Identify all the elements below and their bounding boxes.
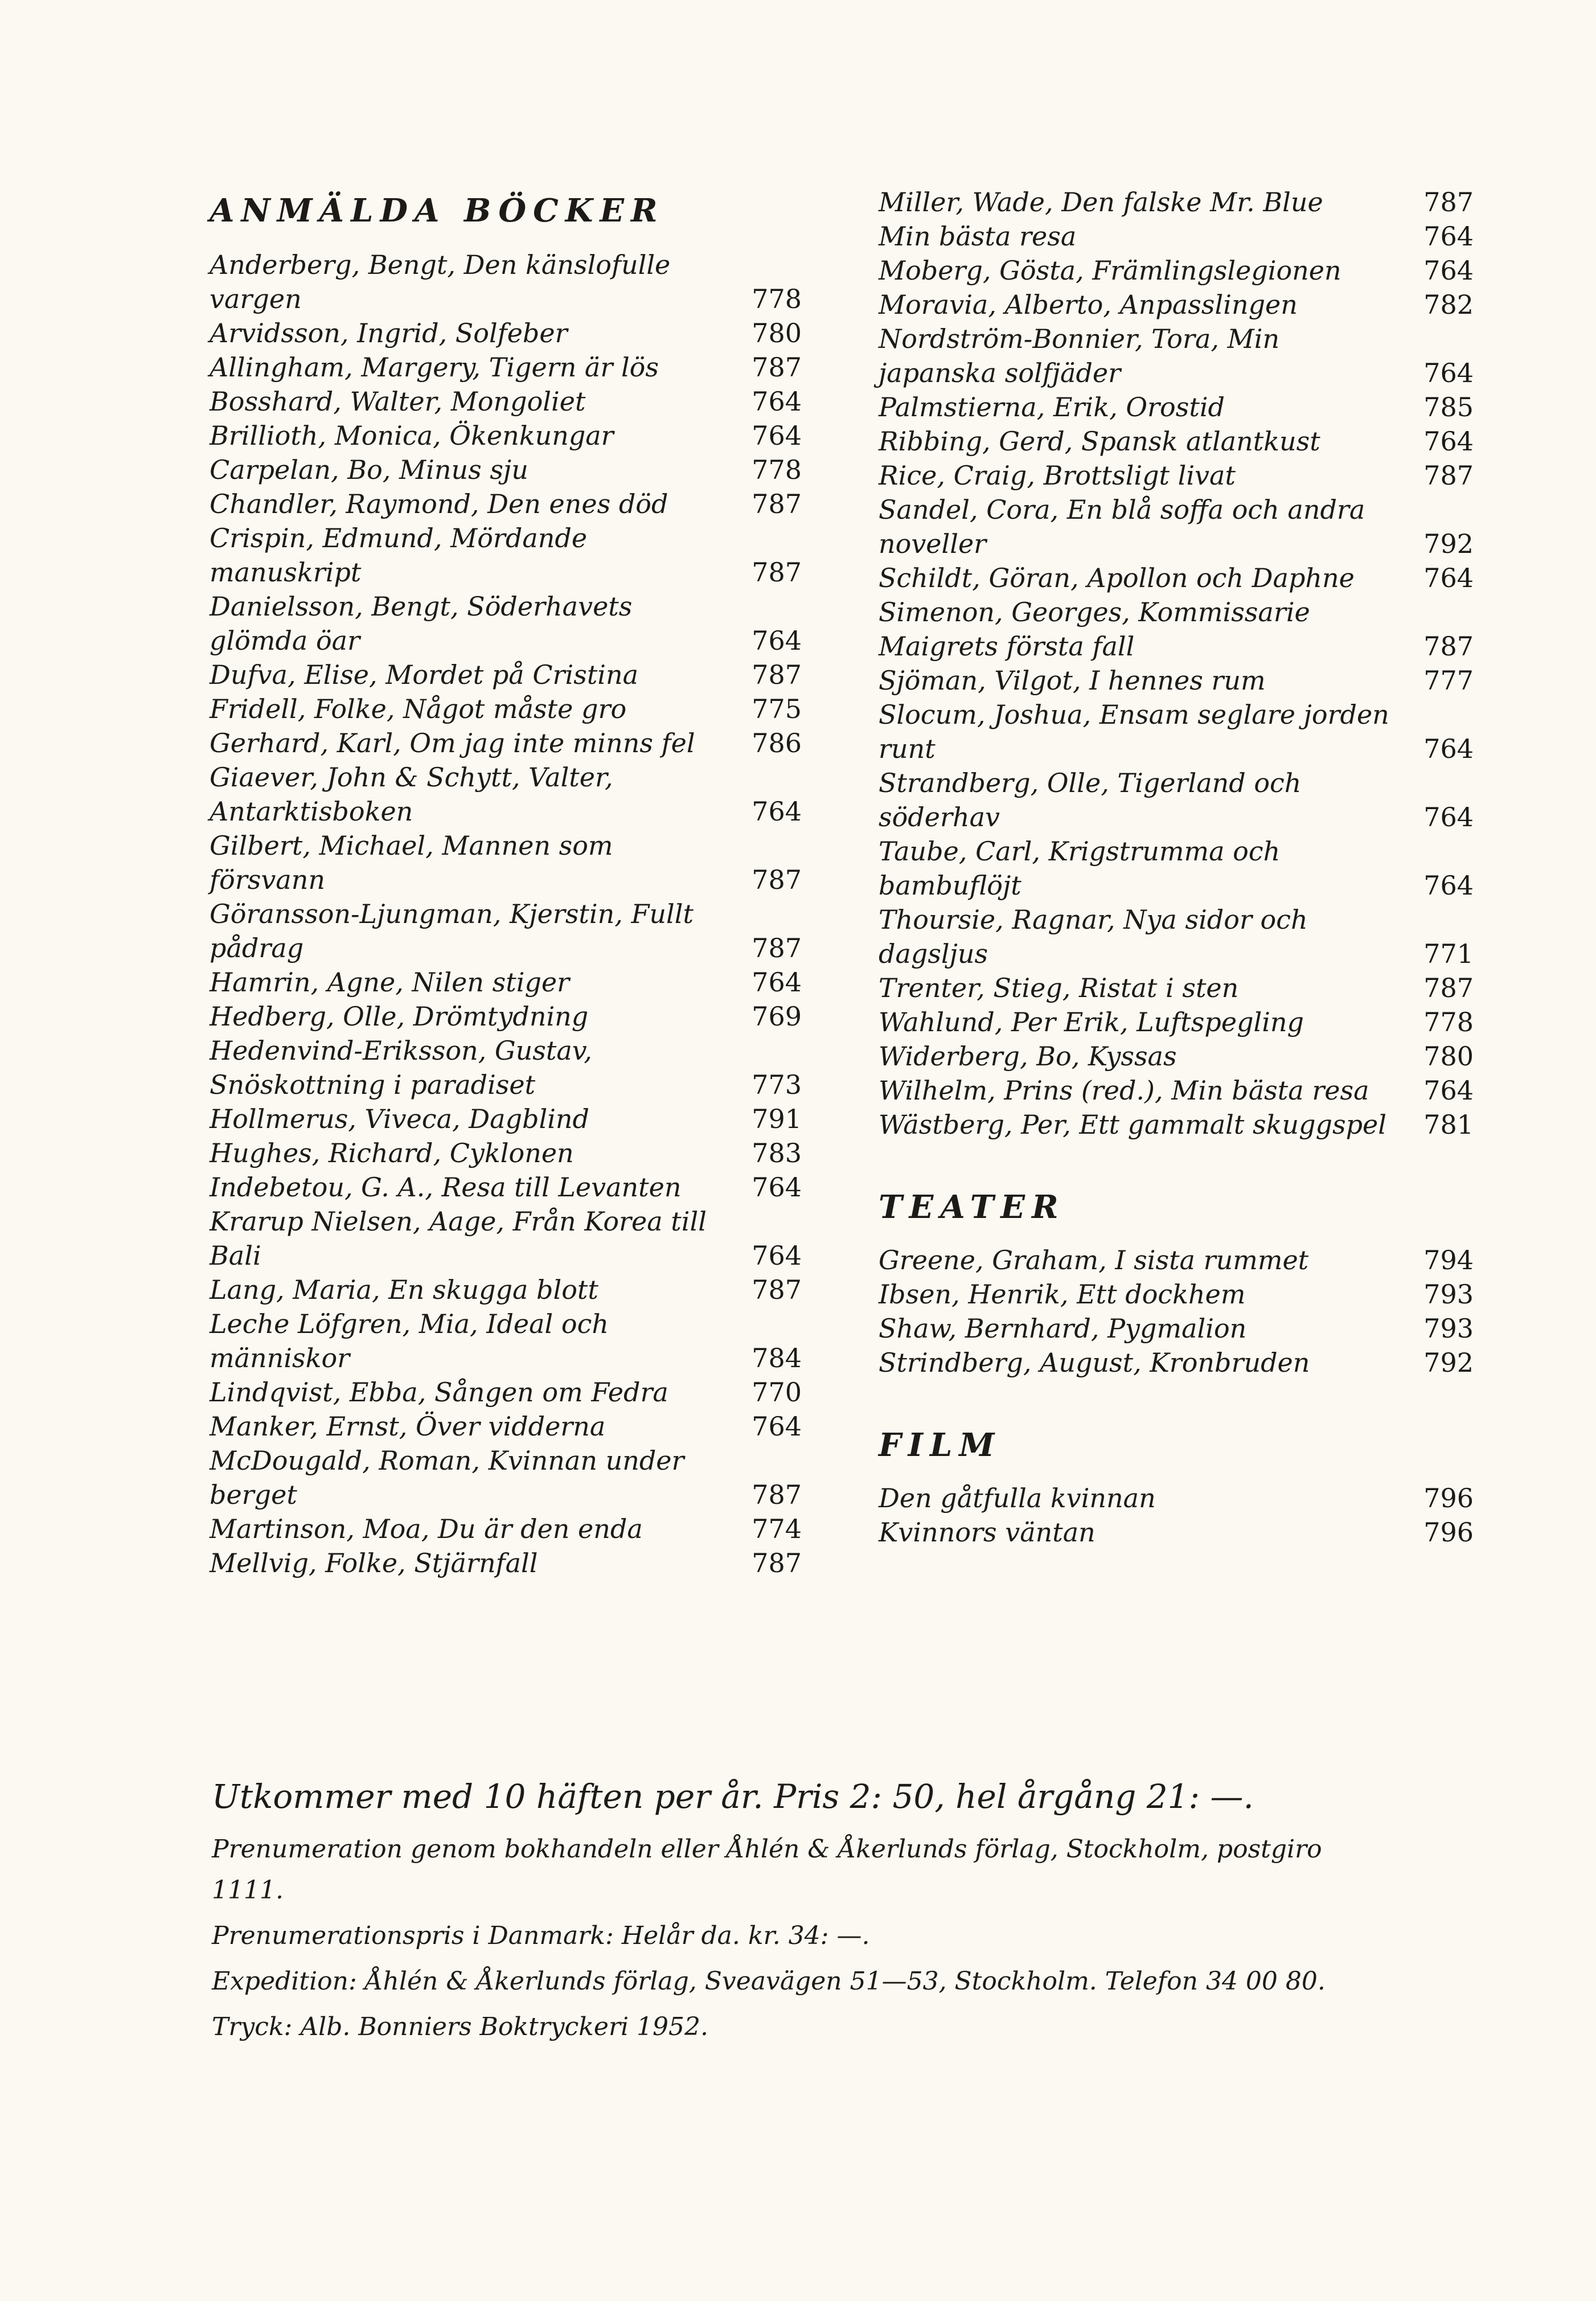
entry-page-number: 787	[752, 1274, 802, 1305]
entry-title: Wästberg, Per, Ett gammalt skuggspel	[879, 1109, 1386, 1140]
entry-title: Nordström-Bonnier, Tora, Min japanska solfjäder	[879, 323, 1280, 388]
entry-page-number: 764	[1423, 221, 1474, 252]
entry-title: Schildt, Göran, Apollon och Daphne	[879, 563, 1355, 593]
entry-page-number: 764	[752, 420, 802, 451]
index-entry	[879, 1311, 1474, 1346]
index-entry	[210, 1546, 802, 1580]
entry-page-number: 794	[1423, 1245, 1474, 1275]
entry-page-number: 764	[752, 1411, 802, 1442]
index-entry	[879, 1039, 1474, 1073]
entry-title: Ibsen, Henrik, Ett dockhem	[879, 1279, 1246, 1310]
entry-page-number: 771	[1423, 938, 1474, 969]
index-entry	[210, 897, 802, 965]
books-heading: ANMÄLDA BÖCKER	[210, 192, 664, 229]
entry-page-number: 796	[1423, 1517, 1474, 1548]
index-entry	[879, 903, 1474, 971]
entry-title: Kvinnors väntan	[879, 1517, 1096, 1548]
index-entry	[879, 1005, 1474, 1039]
entry-page-number: 791	[752, 1104, 802, 1134]
film-list	[879, 1481, 1474, 1549]
frequency-price-line: Utkommer med 10 häften per år. Pris 2: 50, hel årgång 21: —.	[212, 1777, 1254, 1816]
entry-page-number: 784	[752, 1343, 802, 1373]
entry-page-number: 777	[1423, 665, 1474, 696]
index-entry	[879, 219, 1474, 253]
entry-title: Wahlund, Per Erik, Luftspegling	[879, 1007, 1304, 1037]
theater-section	[879, 1182, 1474, 1380]
entry-title: Palmstierna, Erik, Orostid	[879, 392, 1225, 423]
index-entry	[210, 1443, 802, 1512]
entry-title: Simenon, Georges, Kommissarie Maigrets första fall	[879, 597, 1310, 662]
entry-page-number: 764	[752, 796, 802, 827]
index-entry	[879, 288, 1474, 322]
entry-page-number: 787	[1423, 631, 1474, 662]
index-entry	[210, 419, 802, 453]
index-entry	[879, 834, 1474, 903]
index-entry	[879, 1481, 1474, 1515]
entry-title: Giaever, John & Schytt, Valter, Antarktisboken	[210, 762, 613, 827]
entry-title: Mellvig, Folke, Stjärnfall	[210, 1548, 538, 1578]
entry-page-number: 775	[752, 694, 802, 724]
entry-page-number: 764	[752, 625, 802, 656]
entry-title: Hollmerus, Viveca, Dagblind	[210, 1104, 589, 1134]
index-entry	[879, 766, 1474, 834]
entry-title: Widerberg, Bo, Kyssas	[879, 1041, 1177, 1072]
index-entry	[210, 589, 802, 658]
index-entry	[210, 248, 802, 316]
entry-page-number: 783	[752, 1138, 802, 1168]
index-entry	[210, 658, 802, 692]
entry-title: Martinson, Moa, Du är den enda	[210, 1514, 643, 1544]
entry-page-number: 781	[1423, 1109, 1474, 1140]
entry-page-number: 764	[1423, 733, 1474, 764]
entry-page-number: 796	[1423, 1483, 1474, 1514]
entry-page-number: 787	[752, 352, 802, 383]
entry-title: Sandel, Cora, En blå soffa och andra noveller	[879, 494, 1365, 559]
index-entry	[879, 390, 1474, 424]
index-entry	[210, 453, 802, 487]
index-entry	[210, 999, 802, 1033]
entry-title: Crispin, Edmund, Mördande manuskript	[210, 523, 588, 588]
entry-title: Strindberg, August, Kronbruden	[879, 1347, 1310, 1378]
entry-title: Hedenvind-Eriksson, Gustav, Snöskottning i paradiset	[210, 1035, 592, 1100]
entry-title: Fridell, Folke, Något måste gro	[210, 694, 627, 724]
index-entry	[879, 1277, 1474, 1311]
index-entry	[210, 1409, 802, 1443]
entry-title: Lindqvist, Ebba, Sången om Fedra	[210, 1377, 668, 1408]
left-column	[210, 185, 802, 1580]
entry-page-number: 764	[752, 1240, 802, 1271]
entry-page-number: 778	[752, 284, 802, 314]
index-entry	[879, 971, 1474, 1005]
index-entry	[210, 828, 802, 897]
entry-title: Gerhard, Karl, Om jag inte minns fel	[210, 728, 695, 758]
entry-title: Dufva, Elise, Mordet på Cristina	[210, 659, 639, 690]
entry-page-number: 764	[1423, 802, 1474, 832]
entry-title: Lang, Maria, En skugga blott	[210, 1274, 598, 1305]
entry-page-number: 787	[752, 659, 802, 690]
entry-page-number: 787	[752, 1479, 802, 1510]
index-entry	[879, 185, 1474, 219]
entry-title: Rice, Craig, Brottsligt livat	[879, 460, 1236, 491]
entry-page-number: 793	[1423, 1279, 1474, 1310]
entry-title: Indebetou, G. A., Resa till Levanten	[210, 1172, 682, 1203]
entry-title: Carpelan, Bo, Minus sju	[210, 454, 528, 485]
film-heading: FILM	[879, 1426, 1002, 1464]
printer-line: Tryck: Alb. Bonniers Boktryckeri 1952.	[212, 2012, 709, 2041]
index-entry	[210, 1033, 802, 1102]
entry-title: Moberg, Gösta, Främlingslegionen	[879, 255, 1341, 286]
entry-title: Trenter, Stieg, Ristat i sten	[879, 973, 1239, 1003]
entry-page-number: 785	[1423, 392, 1474, 423]
entry-page-number: 764	[1423, 870, 1474, 901]
index-entry	[879, 253, 1474, 288]
index-entry	[210, 726, 802, 760]
entry-title: Sjöman, Vilgot, I hennes rum	[879, 665, 1266, 696]
entry-page-number: 764	[1423, 1075, 1474, 1106]
denmark-price-line: Prenumerationspris i Danmark: Helår da. kr. 34: —.	[212, 1921, 870, 1950]
index-entry	[210, 487, 802, 521]
entry-page-number: 793	[1423, 1313, 1474, 1344]
index-entry	[210, 1375, 802, 1409]
entry-page-number: 787	[752, 1548, 802, 1578]
right-column	[879, 185, 1474, 1549]
entry-title: Ribbing, Gerd, Spansk atlantkust	[879, 426, 1320, 457]
entry-title: Min bästa resa	[879, 221, 1077, 252]
index-entry	[210, 1136, 802, 1170]
index-entry	[879, 1108, 1474, 1142]
index-entry	[210, 350, 802, 384]
entry-title: Strandberg, Olle, Tigerland och söderhav	[879, 768, 1302, 832]
entry-page-number: 778	[1423, 1007, 1474, 1037]
expedition-line: Expedition: Åhlén & Åkerlunds förlag, Sveavägen 51—53, Stockholm. Telefon 34 00 80.	[212, 1967, 1326, 1996]
entry-title: Chandler, Raymond, Den enes död	[210, 489, 668, 519]
entry-title: Den gåtfulla kvinnan	[879, 1483, 1156, 1514]
entry-title: Slocum, Joshua, Ensam seglare jorden runt	[879, 699, 1389, 764]
entry-title: Moravia, Alberto, Anpasslingen	[879, 289, 1298, 320]
index-entry	[210, 316, 802, 350]
entry-title: Taube, Carl, Krigstrumma och bambuflöjt	[879, 836, 1281, 901]
index-entry	[210, 692, 802, 726]
entry-page-number: 782	[1423, 289, 1474, 320]
entry-page-number: 778	[752, 454, 802, 485]
entry-page-number: 770	[752, 1377, 802, 1408]
index-entry	[210, 1170, 802, 1204]
index-entry	[879, 663, 1474, 698]
index-entry	[879, 424, 1474, 458]
index-entry	[879, 493, 1474, 561]
entry-page-number: 764	[1423, 426, 1474, 457]
entry-page-number: 780	[1423, 1041, 1474, 1072]
books-list-right	[879, 185, 1474, 1142]
index-entry	[879, 1073, 1474, 1108]
entry-page-number: 792	[1423, 1347, 1474, 1378]
index-entry	[210, 384, 802, 419]
entry-title: Krarup Nielsen, Aage, Från Korea till Bali	[210, 1206, 707, 1271]
entry-page-number: 780	[752, 318, 802, 348]
entry-title: Shaw, Bernhard, Pygmalion	[879, 1313, 1247, 1344]
entry-page-number: 787	[752, 864, 802, 895]
entry-page-number: 787	[752, 489, 802, 519]
entry-title: McDougald, Roman, Kvinnan under berget	[210, 1445, 684, 1510]
entry-title: Hamrin, Agne, Nilen stiger	[210, 967, 570, 998]
entry-page-number: 787	[752, 933, 802, 963]
index-entry	[210, 1273, 802, 1307]
entry-title: Hedberg, Olle, Drömtydning	[210, 1001, 589, 1032]
entry-title: Leche Löfgren, Mia, Ideal och människor	[210, 1309, 609, 1373]
entry-title: Arvidsson, Ingrid, Solfeber	[210, 318, 568, 348]
entry-title: Bosshard, Walter, Mongoliet	[210, 386, 586, 417]
theater-heading: TEATER	[879, 1188, 1065, 1226]
entry-page-number: 764	[1423, 255, 1474, 286]
entry-title: Brillioth, Monica, Ökenkungar	[210, 420, 614, 451]
entry-title: Gilbert, Michael, Mannen som försvann	[210, 830, 613, 895]
publication-info	[212, 1771, 1362, 2052]
index-entry	[210, 1204, 802, 1273]
entry-page-number: 769	[752, 1001, 802, 1032]
entry-title: Manker, Ernst, Över vidderna	[210, 1411, 606, 1442]
entry-page-number: 764	[1423, 358, 1474, 388]
entry-title: Anderberg, Bengt, Den känslofulle vargen	[210, 249, 671, 314]
entry-page-number: 792	[1423, 528, 1474, 559]
index-entry	[210, 760, 802, 828]
entry-title: Miller, Wade, Den falske Mr. Blue	[879, 187, 1323, 218]
film-section	[879, 1420, 1474, 1549]
entry-title: Greene, Graham, I sista rummet	[879, 1245, 1309, 1275]
index-entry	[210, 521, 802, 589]
theater-list	[879, 1243, 1474, 1380]
index-entry	[879, 1515, 1474, 1549]
entry-page-number: 764	[752, 1172, 802, 1203]
index-entry	[210, 1102, 802, 1136]
entry-page-number: 787	[1423, 973, 1474, 1003]
index-entry	[210, 965, 802, 999]
index-entry	[210, 1512, 802, 1546]
index-entry	[879, 561, 1474, 595]
index-entry	[879, 1346, 1474, 1380]
entry-page-number: 786	[752, 728, 802, 758]
index-entry	[879, 458, 1474, 493]
entry-title: Göransson-Ljungman, Kjerstin, Fullt pådrag	[210, 899, 694, 963]
subscription-line: Prenumeration genom bokhandeln eller Åhlén & Åkerlunds förlag, Stockholm, postgiro 1111.	[212, 1835, 1322, 1905]
entry-page-number: 774	[752, 1514, 802, 1544]
entry-title: Hughes, Richard, Cyklonen	[210, 1138, 574, 1168]
entry-page-number: 787	[1423, 460, 1474, 491]
entry-page-number: 787	[752, 557, 802, 588]
index-entry	[879, 595, 1474, 663]
entry-page-number: 764	[752, 386, 802, 417]
index-entry	[879, 1243, 1474, 1277]
index-entry	[210, 1307, 802, 1375]
entry-title: Allingham, Margery, Tigern är lös	[210, 352, 659, 383]
entry-page-number: 773	[752, 1069, 802, 1100]
entry-title: Thoursie, Ragnar, Nya sidor och dagsljus	[879, 904, 1308, 969]
books-list-left	[210, 248, 802, 1580]
index-entry	[879, 698, 1474, 766]
entry-page-number: 764	[1423, 563, 1474, 593]
entry-title: Danielsson, Bengt, Söderhavets glömda öar	[210, 591, 633, 656]
index-entry	[879, 322, 1474, 390]
entry-page-number: 764	[752, 967, 802, 998]
entry-page-number: 787	[1423, 187, 1474, 218]
entry-title: Wilhelm, Prins (red.), Min bästa resa	[879, 1075, 1369, 1106]
